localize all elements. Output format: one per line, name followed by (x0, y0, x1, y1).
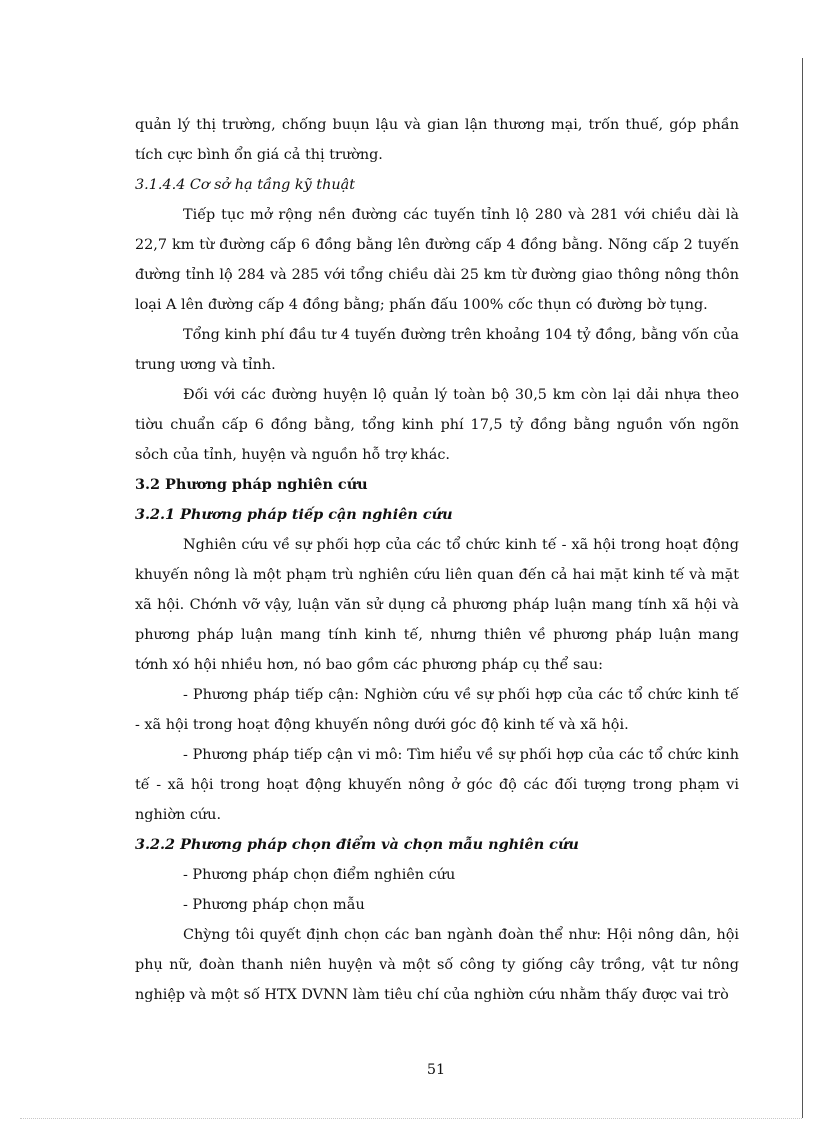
page-border-right (802, 58, 803, 1118)
page-number: 51 (426, 1062, 446, 1078)
list-item: - Phương pháp chọn điểm nghiên cứu (183, 867, 456, 883)
paragraph: Tổng kinh phí đầu tư 4 tuyến đường trên khoảng 104 tỷ đồng, bằng vốn của trung ương và tỉnh. (135, 327, 739, 373)
body-text (135, 110, 739, 1010)
paragraph: - Phương pháp tiếp cận: Nghiờn cứu về sự phối hợp của các tổ chức kinh tế - xã hội trong hoạt động khuyến nông dưới góc độ kinh tế và xã hội. (135, 687, 739, 733)
list-item: - Phương pháp chọn mẫu (183, 897, 365, 913)
subsection-heading: 3.2.2 Phương pháp chọn điểm và chọn mẫu nghiên cứu (135, 836, 579, 853)
paragraph: Tiếp tục mở rộng nền đường các tuyến tỉnh lộ 280 và 281 với chiều dài là 22,7 km từ đường cấp 6 đồng bằng lên đường cấp 4 đồng bằng. Nõng cấp 2 tuyến đường tỉnh lộ 284 và 285 với tổng chiều dài 25 km từ đường giao thông nông thôn loại A lên đường cấp 4 đồng bằng; phấn đấu 100% cốc thụn có đường bờ tụng. (135, 207, 739, 313)
paragraph: - Phương pháp tiếp cận vi mô: Tìm hiểu về sự phối hợp của các tổ chức kinh tế - xã hội trong hoạt động khuyến nông ở góc độ các đối tượng trong phạm vi nghiờn cứu. (135, 747, 739, 823)
subsection-heading: 3.2.1 Phương pháp tiếp cận nghiên cứu (135, 506, 453, 523)
paragraph: Chỳng tôi quyết định chọn các ban ngành đoàn thể như: Hội nông dân, hội phụ nữ, đoàn thanh niên huyện và một số công ty giống cây trồng, vật tư nông nghiệp và một số HTX DVNN làm tiêu chí của nghiờn cứu nhằm thấy được vai trò (135, 927, 739, 1003)
paragraph: quản lý thị trường, chống buụn lậu và gian lận thương mại, trốn thuế, góp phần tích cực bình ổn giá cả thị trường. (135, 117, 739, 163)
paragraph: Đối với các đường huyện lộ quản lý toàn bộ 30,5 km còn lại dải nhựa theo tiờu chuẩn cấp 6 đồng bằng, tổng kinh phí 17,5 tỷ đồng bằng nguồn vốn ngõn sỏch của tỉnh, huyện và nguồn hỗ trợ khác. (135, 387, 739, 463)
section-heading: 3.2 Phương pháp nghiên cứu (135, 476, 368, 493)
paragraph: Nghiên cứu về sự phối hợp của các tổ chức kinh tế - xã hội trong hoạt động khuyến nông là một phạm trù nghiên cứu liên quan đến cả hai mặt kinh tế và mặt xã hội. Chớnh vỡ vậy, luận văn sử dụng cả phương pháp luận mang tính xã hội và phương pháp luận mang tính kinh tế, nhưng thiên về phương pháp luận mang tớnh xó hội nhiều hơn, nó bao gồm các phương pháp cụ thể sau: (135, 537, 739, 673)
section-heading: 3.1.4.4 Cơ sở hạ tầng kỹ thuật (135, 177, 355, 193)
page-border-bottom (20, 1118, 802, 1119)
